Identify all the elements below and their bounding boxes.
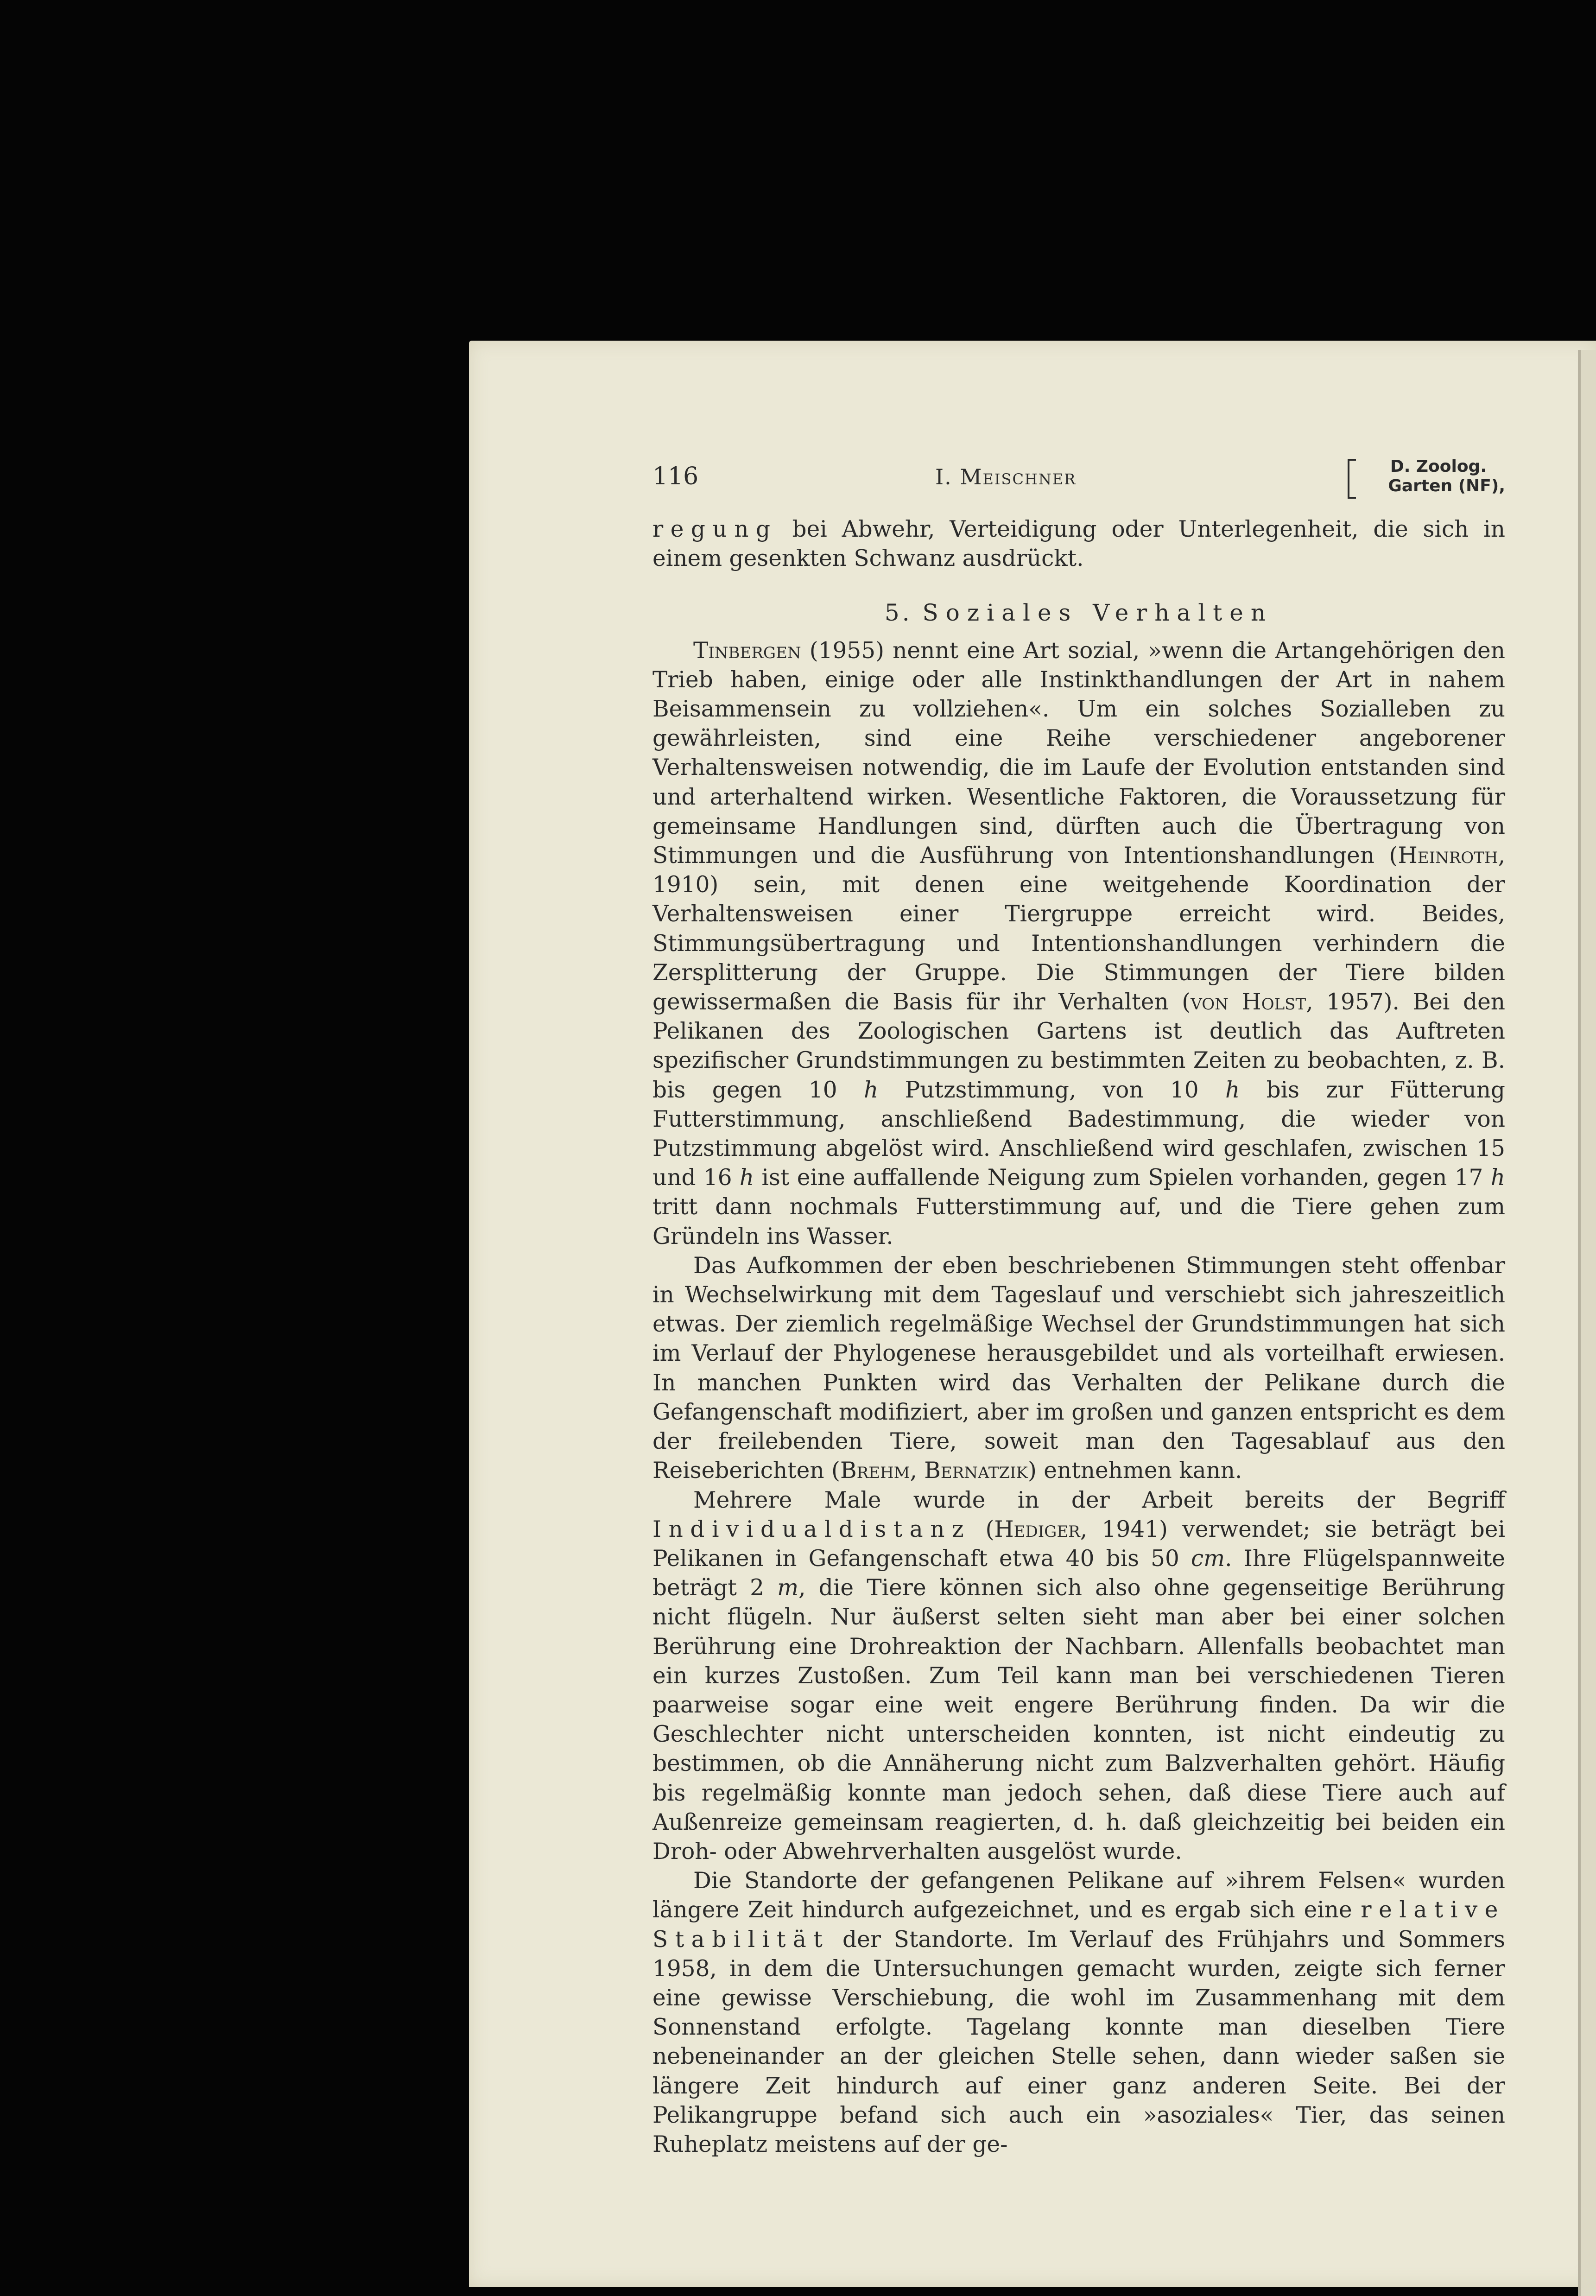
journal-reference	[1348, 454, 1505, 497]
body-text	[652, 515, 1505, 2159]
page-number: 116	[652, 463, 699, 490]
journal-line-2: Garten (NF),	[1388, 476, 1505, 495]
unit: h	[863, 1077, 879, 1103]
book-page	[469, 341, 1596, 2287]
paragraph-continuation	[652, 515, 1505, 573]
running-head: I. Meischner	[935, 464, 1077, 489]
text-run: , 1941) verwendet; sie beträgt bei Pelikanen in Gefangenschaft etwa 40 bis 50	[652, 1516, 1505, 1572]
journal-line-1: D. Zoolog.	[1390, 457, 1487, 476]
paragraph-4	[652, 1866, 1505, 2159]
author-name: Brehm, Bernatzik	[840, 1458, 1028, 1484]
author-name: Tinbergen	[693, 637, 801, 664]
text-run: tritt dann nochmals Futterstimmung auf, und die Tiere gehen zum Gründeln ins Wasser.	[652, 1194, 1505, 1249]
page-header	[652, 454, 1505, 501]
text-run: der Standorte. Im Verlauf des Frühjahrs und Sommers 1958, in dem die Untersuchungen gemacht wurden, zeigte sich ferner eine gewisse Verschiebung, die wohl im Zusammenhang mit dem Sonnenstand erfolgte. Tagelang konnte man dieselben Tiere nebeneinander an der gleichen Stelle sehen, dann wieder saßen sie längere Zeit hindurch auf einer ganz anderen Seite. Bei der Pelikangruppe befand sich auch ein »asoziales« Tier, das seinen Ruheplatz meistens auf der ge-	[652, 1926, 1505, 2157]
paragraph-3	[652, 1486, 1505, 1867]
unit: cm	[1191, 1545, 1225, 1572]
text-run: , die Tiere können sich also ohne gegenseitige Berührung nicht flügeln. Nur äußerst selten sieht man aber bei einer solchen Berührung eine Drohreaktion der Nachbarn. Allenfalls beobachtet man ein kurzes Zustoßen. Zum Teil kann man bei verschiedenen Tieren paarweise sogar eine weit engere Berührung finden. Da wir die Geschlechter nicht unterscheiden konnten, ist nicht eindeutig zu bestimmen, ob die Annäherung nicht zum Balzverhalten gehört. Häufig bis regelmäßig konnte man jedoch sehen, daß diese Tiere auch auf Außenreize gemeinsam reagierten, d. h. daß gleichzeitig bei beiden ein Droh- oder Abwehrverhalten ausgelöst wurde.	[652, 1575, 1505, 1865]
section-number: 5.	[884, 599, 912, 627]
next-page-edge	[1581, 350, 1596, 2296]
section-title: Soziales Verhalten	[922, 599, 1273, 627]
text-run: , 1910) sein, mit denen eine weitgehende Koordination der Verhaltensweisen einer Tiergruppe erreicht wird. Beides, Stimmungsübertragung und Intentionshandlungen verhindern die Zersplitterung der Gruppe. Die Stimmungen der Tiere bilden gewissermaßen die Basis für ihr Verhalten (	[652, 843, 1505, 1015]
unit: h	[1490, 1165, 1505, 1191]
text-run: , 1957). Bei den Pelikanen des Zoologischen Gartens ist deutlich das Auftreten spezifischer Grundstimmungen zu bestimmten Zeiten zu beobachten, z. B. bis gegen 10	[652, 989, 1506, 1103]
author-name: von Holst	[1191, 989, 1306, 1015]
spaced-term: regung	[652, 516, 778, 542]
bracket-mark	[1348, 459, 1356, 499]
text-run: (1955) nennt eine Art sozial, »wenn die Artangehörigen den Trieb haben, einige oder alle Instinkthandlungen der Art in nahem Beisammensein zu vollziehen«. Um ein solches Sozialleben zu gewährleisten, sind eine Reihe verschiedener angeborener Verhaltensweisen notwendig, die im Laufe der Evolution entstanden sind und arterhaltend wirken. Wesentliche Faktoren, die Voraussetzung für gemeinsame Handlungen sind, dürften auch die Übertragung von Stimmungen und die Ausführung von Intentionshandlungen (	[652, 637, 1505, 869]
author-name: Hediger	[994, 1516, 1080, 1542]
text-run: (	[971, 1516, 994, 1542]
paragraph-2	[652, 1251, 1505, 1486]
text-run: Mehrere Male wurde in der Arbeit bereits der Begriff	[693, 1487, 1505, 1513]
text-run: Die Standorte der gefangenen Pelikane auf »ihrem Felsen« wurden längere Zeit hindurch aufgezeichnet, und es ergab sich eine	[652, 1868, 1505, 1923]
section-heading	[652, 598, 1505, 628]
unit: h	[1225, 1077, 1240, 1103]
text-run: bis zur Fütterung Futterstimmung, anschließend Badestimmung, die wieder von Putzstimmung abgelöst wird. Anschließend wird geschlafen, zwischen 15 und 16	[652, 1077, 1505, 1191]
unit: h	[739, 1165, 754, 1191]
text-run: . Ihre Flügelspannweite beträgt 2	[652, 1545, 1505, 1601]
paragraph-1	[652, 636, 1505, 1251]
author-name: Heinroth	[1398, 843, 1498, 869]
text-run: bei Abwehr, Verteidigung oder Unterlegenheit, die sich in einem gesenkten Schwanz ausdrückt.	[652, 516, 1505, 572]
text-run: Das Aufkommen der eben beschriebenen Stimmungen steht offenbar in Wechselwirkung mit dem Tageslauf und verschiebt sich jahreszeitlich etwas. Der ziemlich regelmäßige Wechsel der Grundstimmungen hat sich im Verlauf der Phylogenese herausgebildet und als vorteilhaft erwiesen. In manchen Punkten wird das Verhalten der Pelikane durch die Gefangenschaft modifiziert, aber im großen und ganzen entspricht es dem der freilebenden Tiere, soweit man den Tagesablauf aus den Reiseberichten (	[652, 1252, 1505, 1484]
text-run: Putzstimmung, von 10	[878, 1077, 1225, 1103]
unit: m	[777, 1575, 799, 1601]
text-run: ) entnehmen kann.	[1027, 1458, 1242, 1484]
spaced-term: Individualdistanz	[652, 1516, 971, 1542]
spaced-term: relative Stabilität	[652, 1897, 1505, 1953]
text-run: ist eine auffallende Neigung zum Spielen vorhanden, gegen 17	[754, 1165, 1491, 1191]
